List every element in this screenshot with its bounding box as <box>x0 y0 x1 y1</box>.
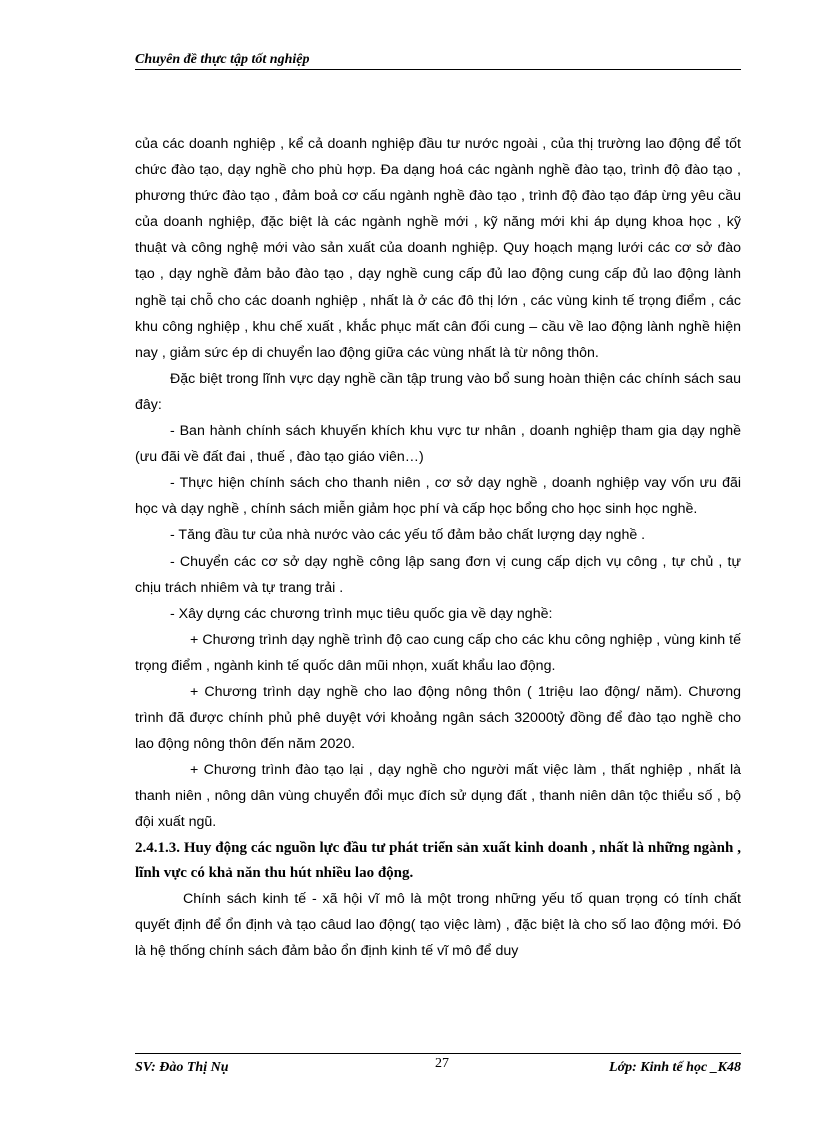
sub-list-item: + Chương trình dạy nghề trình độ cao cung cấp cho các khu công nghiệp , vùng kinh tế trọng điểm , ngành kinh tế quốc dân mũi nhọn, xuất khẩu lao động. <box>135 631 741 674</box>
page-footer <box>135 1053 741 1078</box>
paragraph: của các doanh nghiệp , kể cả doanh nghiệp đầu tư nước ngoài , của thị trường lao động để tốt chức đào tạo, dạy nghề cho phù hợp. Đa dạng hoá các ngành nghề đào tạo, trình độ đào tạo , phương thức đào tạo , đảm boả cơ cấu ngành nghề đào tạo , trình độ đào tạo đáp ừng yêu cầu của doanh nghiệp, đặc biệt là các ngành nghề mới , kỹ năng mới khi áp dụng khoa học , kỹ thuật và công nghệ mới vào sản xuất của doanh nghiệp. Quy hoạch mạng lưới các cơ sở đào tạo , dạy nghề đảm bảo đào tạo , dạy nghề cung cấp đủ lao động cung cấp đủ lao động lành nghề tại chỗ cho các doanh nghiệp , nhất là ở các đô thị lớn , các vùng kinh tế trọng điểm , các khu công nghiệp , khu chế xuất , khắc phục mất cân đối cung – cầu về lao động lành nghề hiện nay , giảm sức ép di chuyển lao động giữa các vùng nhất là từ nông thôn. <box>135 136 741 361</box>
list-item: - Tăng đầu tư của nhà nước vào các yếu tố đảm bảo chất lượng dạy nghề . <box>170 527 646 544</box>
page-number: 27 <box>435 1056 449 1071</box>
section-heading: 2.4.1.3. Huy động các nguồn lực đầu tư phát triển sản xuất kinh doanh , nhất là những ngành , lĩnh vực có khả năn thu hút nhiều lao động. <box>135 839 741 881</box>
sub-list-item: + Chương trình đào tạo lại , dạy nghề cho người mất việc làm , thất nghiệp , nhất là thanh niên , nông dân vùng chuyển đổi mục đích sử dụng đất , thanh niên dân tộc thiểu số , bộ đội xuất ngũ. <box>135 762 741 831</box>
sub-list-item: + Chương trình dạy nghề cho lao động nông thôn ( 1triệu lao động/ năm). Chương trình đã được chính phủ phê duyệt với khoảng ngân sách 32000tỷ đồng để đào tạo nghề cho lao động nông thôn đến năm 2020. <box>135 683 741 753</box>
list-item: - Ban hành chính sách khuyến khích khu vực tư nhân , doanh nghiệp tham gia dạy nghề (ưu đãi về đất đai , thuế , đào tạo giáo viên…) <box>135 423 741 466</box>
footer-class: Lớp: Kinh tế học _K48 <box>609 1060 741 1075</box>
header-title: Chuyên đề thực tập tốt nghiệp <box>135 52 310 67</box>
list-item: - Thực hiện chính sách cho thanh niên , cơ sở dạy nghề , doanh nghiệp vay vốn ưu đãi học và dạy nghề , chính sách miễn giảm học phí và cấp học bổng cho học sinh học nghề. <box>135 475 741 518</box>
page-body <box>135 131 741 964</box>
list-item: - Xây dựng các chương trình mục tiêu quốc gia về dạy nghề: <box>170 605 553 622</box>
page-header <box>135 50 741 70</box>
footer-student: SV: Đào Thị Nụ <box>135 1060 229 1075</box>
paragraph: Chính sách kinh tế - xã hội vĩ mô là một trong những yếu tố quan trọng có tính chất quyết định để ổn định và tạo câud lao động( tạo việc làm) , đặc biệt là cho số lao động mới. Đó là hệ thống chính sách đảm bảo ổn định kinh tế vĩ mô để duy <box>135 890 741 959</box>
list-item: - Chuyển các cơ sở dạy nghề công lập sang đơn vị cung cấp dịch vụ công , tự chủ , tự chịu trách nhiêm và tự trang trải . <box>135 553 741 596</box>
paragraph: Đặc biệt trong lĩnh vực dạy nghề cần tập trung vào bổ sung hoàn thiện các chính sách sau đây: <box>135 370 741 413</box>
